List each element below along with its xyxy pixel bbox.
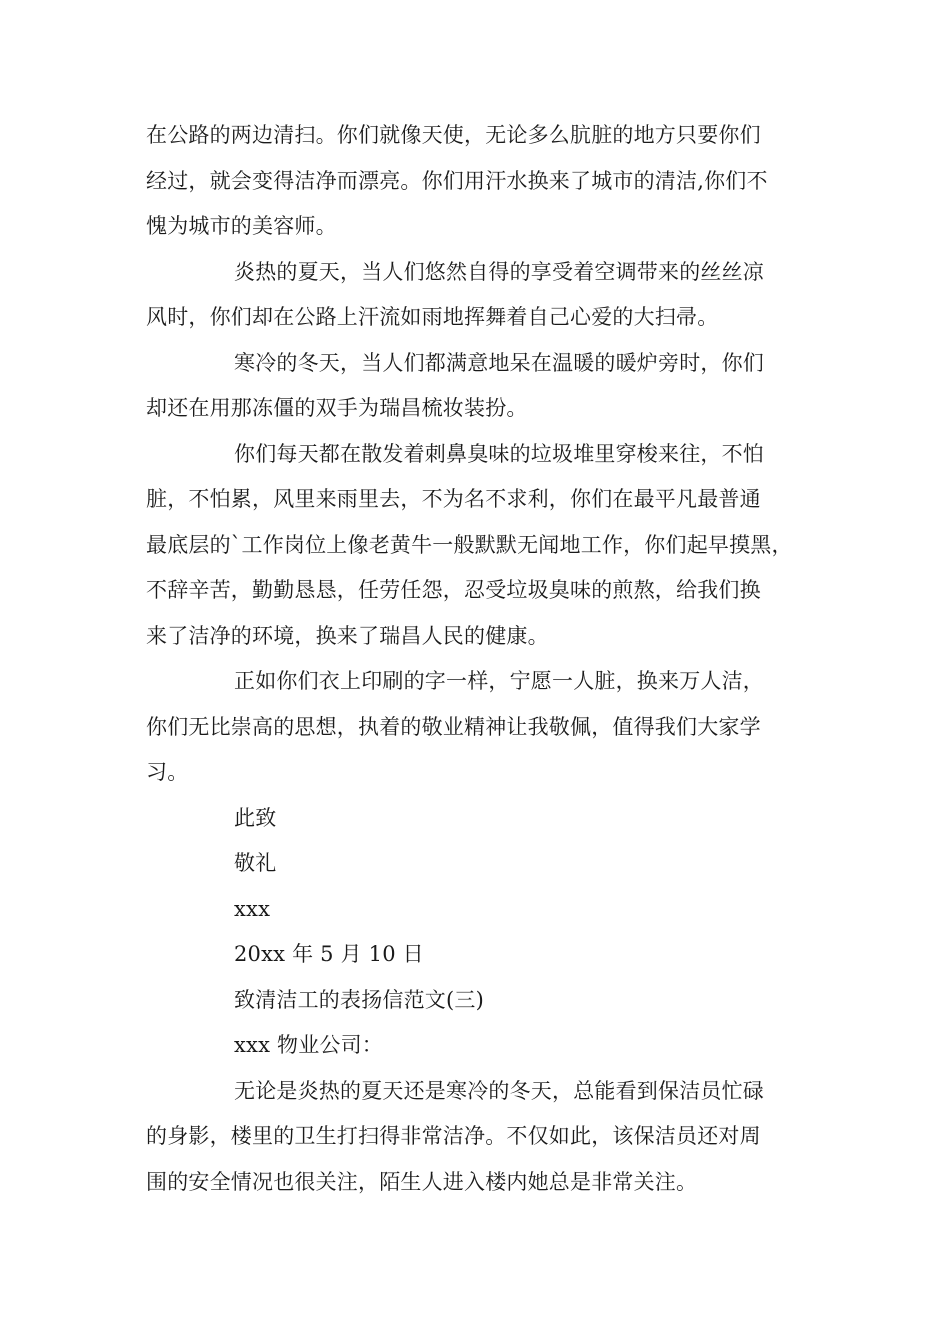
text-line: 来了洁净的环境，换来了瑞昌人民的健康。 (146, 623, 549, 648)
paragraph-2 (146, 250, 826, 341)
recipient: xxx 物业公司： (234, 1033, 384, 1057)
text-line: 寒冷的冬天，当人们都满意地呆在温暖的暖炉旁时，你们 (234, 350, 764, 375)
letter-date: 20xx 年 5 月 10 日 (234, 942, 424, 966)
text-line: 不辞辛苦，勤勤恳恳，任劳任怨，忍受垃圾臭味的煎熬，给我们换 (146, 578, 761, 602)
section-title: 致清洁工的表扬信范文(三) (234, 987, 484, 1012)
text-line: 最底层的`工作岗位上像老黄牛一般默默无闻地工作，你们起早摸黑， (146, 532, 793, 557)
document-body (146, 113, 826, 1205)
text-line: 你们无比崇高的思想，执着的敬业精神让我敬佩，值得我们大家学 (146, 714, 761, 739)
text-line: 围的安全情况也很关注，陌生人进入楼内她总是非常关注。 (146, 1169, 698, 1194)
text-line: 在公路的两边清扫。你们就像天使，无论多么肮脏的地方只要你们 (146, 123, 761, 147)
paragraph-4 (146, 432, 826, 660)
text-line: 炎热的夏天，当人们悠然自得的享受着空调带来的丝丝凉 (234, 259, 764, 284)
text-line: 正如你们衣上印刷的字一样，宁愿一人脏，换来万人洁， (234, 669, 764, 693)
text-line: 风时，你们却在公路上汗流如雨地挥舞着自己心爱的大扫帚。 (146, 305, 719, 329)
text-line: 经过，就会变得洁净而漂亮。你们用汗水换来了城市的清洁,你们不 (146, 168, 768, 193)
text-line: 脏，不怕累，风里来雨里去，不为名不求利，你们在最平凡最普通 (146, 487, 761, 511)
text-line: 你们每天都在散发着刺鼻臭味的垃圾堆里穿梭来往，不怕 (234, 441, 764, 466)
paragraph-6 (146, 1069, 826, 1206)
closing-salutation: 此致 (234, 805, 277, 830)
text-line: 愧为城市的美容师。 (146, 214, 337, 238)
paragraph-3 (146, 341, 826, 432)
text-line: 无论是炎热的夏天还是寒冷的冬天，总能看到保洁员忙碌 (234, 1078, 764, 1103)
text-line: 却还在用那冻僵的双手为瑞昌梳妆装扮。 (146, 396, 528, 420)
closing-regards: 敬礼 (234, 851, 277, 875)
text-line: 的身影，楼里的卫生打扫得非常洁净。不仅如此，该保洁员还对周 (146, 1124, 761, 1148)
paragraph-5 (146, 659, 826, 796)
signature: xxx (234, 896, 271, 921)
text-line: 习。 (146, 760, 189, 784)
paragraph-1 (146, 113, 826, 250)
